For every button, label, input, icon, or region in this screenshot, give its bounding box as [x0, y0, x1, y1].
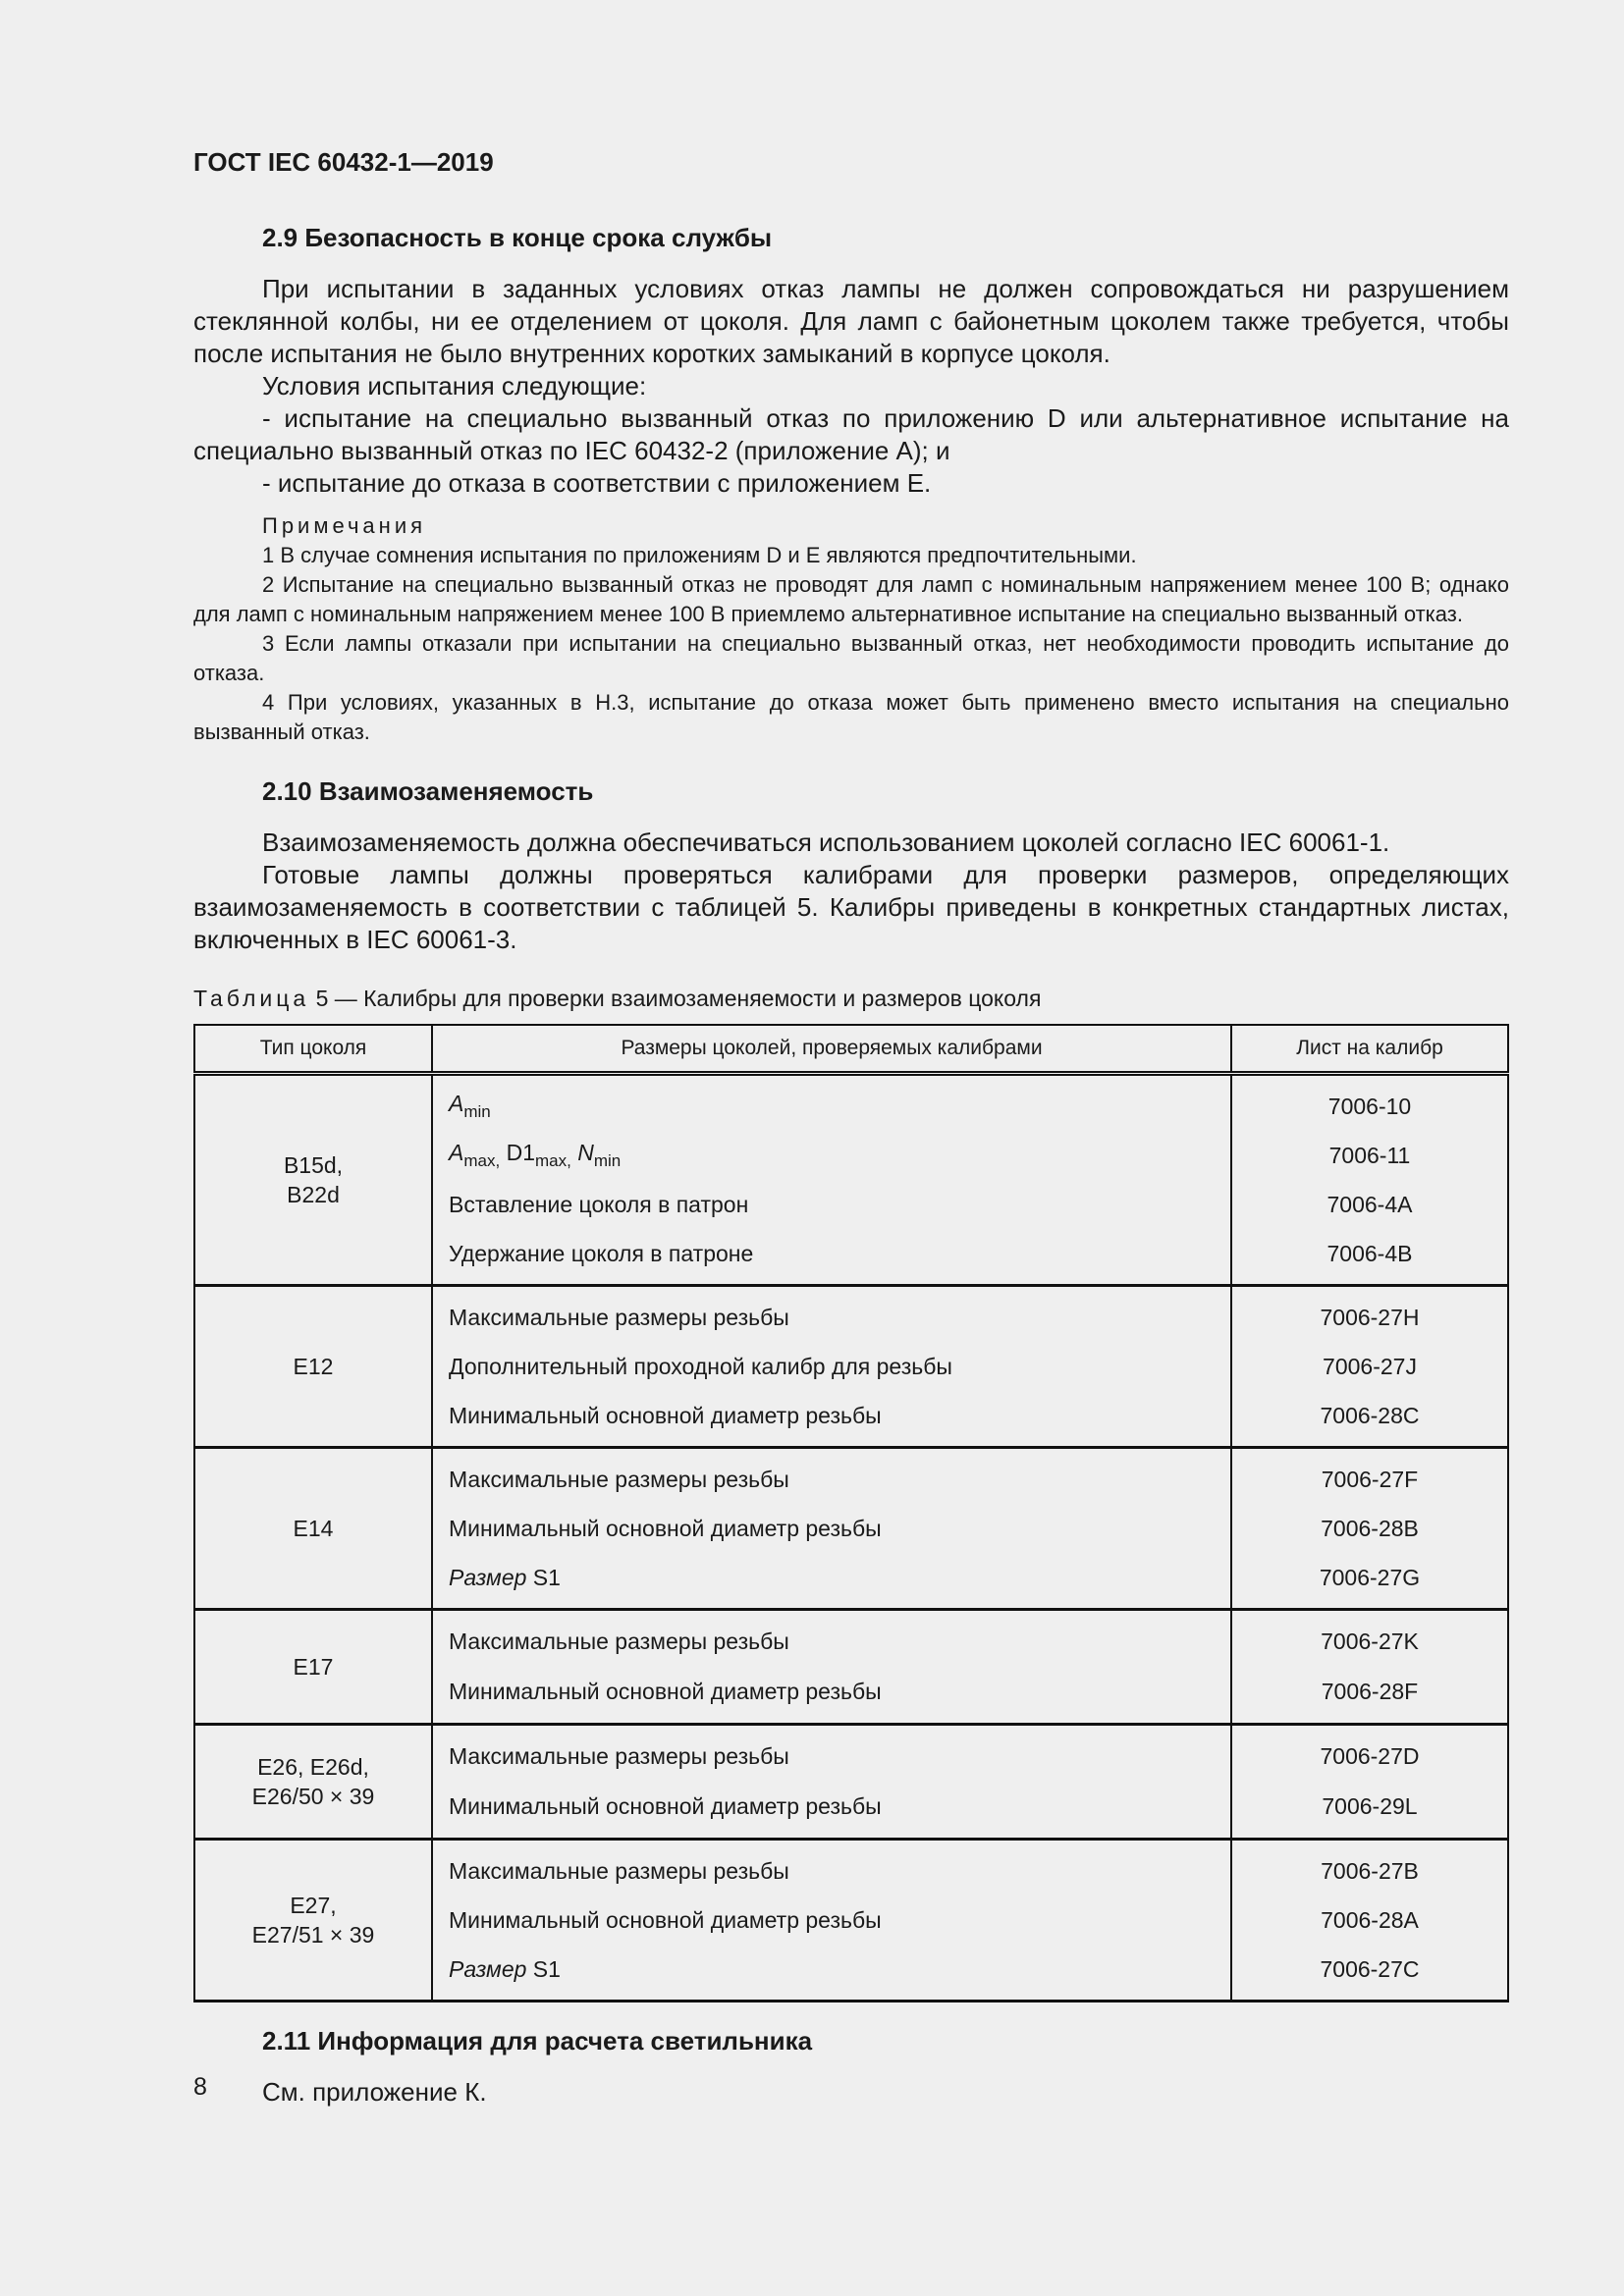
- dimension-line: Максимальные размеры резьбы: [449, 1743, 789, 1769]
- dimension-line: Вставление цоколя в патрон: [449, 1191, 749, 1217]
- base-type-line: B15d,: [283, 1152, 344, 1178]
- table-header-row: [194, 1025, 1508, 1074]
- note-item: 3 Если лампы отказали при испытании на специально вызванный отказ, нет необходимости проводить испытание до отказа.: [193, 631, 1509, 685]
- sheet-value: 7006-27F: [1321, 1466, 1419, 1492]
- base-type-cell: E14: [194, 1448, 432, 1610]
- table-row: [194, 1840, 1508, 2002]
- section-2-9-paragraph: При испытании в заданных условиях отказ лампы не должен сопровождаться ни разрушением стеклянной колбы, ни ее отделением от цоколя. Для ламп с байонетным цоколем также требуется, чтобы после испытания не было внутренних коротких замыканий в корпусе цоколя.: [193, 274, 1509, 368]
- dimension-line: Размер S1: [449, 1955, 561, 1982]
- header-dimensions: Размеры цоколей, проверяемых калибрами: [432, 1025, 1231, 1074]
- sheet-value: 7006-28C: [1320, 1402, 1420, 1428]
- test-condition-item: - испытание на специально вызванный отказ по приложению D или альтернативное испытание на специально вызванный отказ по IEC 60432-2 (приложение А); и: [193, 403, 1509, 465]
- table-caption: [193, 986, 1509, 1012]
- note-item: 1 В случае сомнения испытания по приложениям D и Е являются предпочтительными.: [262, 543, 1137, 567]
- base-type-line: B22d: [287, 1182, 340, 1207]
- dimensions-cell: [432, 1610, 1231, 1725]
- section-2-9-title: 2.9 Безопасность в конце срока службы: [262, 223, 773, 252]
- sheet-value: 7006-27H: [1320, 1304, 1420, 1330]
- sheet-cell: [1231, 1725, 1508, 1840]
- dimension-line: Дополнительный проходной калибр для резьбы: [449, 1353, 952, 1379]
- dimensions-cell: [432, 1725, 1231, 1840]
- header-gauge-sheet: Лист на калибр: [1231, 1025, 1508, 1074]
- dimensions-cell: [432, 1286, 1231, 1448]
- sheet-cell: [1231, 1448, 1508, 1610]
- note-item: 4 При условиях, указанных в Н.3, испытание до отказа может быть применено вместо испытания на специально вызванный отказ.: [193, 690, 1509, 744]
- sheet-cell: [1231, 1610, 1508, 1725]
- section-2-10-paragraph: Готовые лампы должны проверяться калибрами для проверки размеров, определяющих взаимозаменяемость в соответствии с таблицей 5. Калибры приведены в конкретных стандартных листах, включенных в IEC 60061-3.: [193, 860, 1509, 954]
- document-page: [193, 147, 1509, 2109]
- table-row: [194, 1074, 1508, 1286]
- dimensions-cell: [432, 1448, 1231, 1610]
- dimensions-cell: [432, 1074, 1231, 1286]
- document-header: ГОСТ IEC 60432-1—2019: [193, 147, 494, 177]
- dimensions-cell: [432, 1840, 1231, 2002]
- dimension-line: Минимальный основной диаметр резьбы: [449, 1679, 882, 1704]
- page-number: 8: [193, 2073, 207, 2101]
- section-2-11-title: 2.11 Информация для расчета светильника: [262, 2026, 813, 2056]
- base-type-cell: [194, 1840, 432, 2002]
- table-row: [194, 1610, 1508, 1725]
- table-caption-text: 5 — Калибры для проверки взаимозаменяемости и размеров цоколя: [315, 986, 1042, 1011]
- sheet-value: 7006-29L: [1322, 1793, 1418, 1819]
- sheet-value: 7006-27G: [1319, 1564, 1421, 1590]
- sheet-cell: [1231, 1074, 1508, 1286]
- test-conditions-intro: Условия испытания следующие:: [262, 371, 647, 400]
- table-row: [194, 1448, 1508, 1610]
- sheet-value: 7006-28B: [1321, 1515, 1419, 1541]
- dimension-line: Максимальные размеры резьбы: [449, 1466, 789, 1492]
- dimension-line: $A_{max,}$ $D1_{max,}$ $N_{min}$: [449, 1140, 622, 1170]
- base-type-cell: E17: [194, 1610, 432, 1725]
- sheet-value: 7006-27C: [1320, 1955, 1420, 1982]
- note-item: 2 Испытание на специально вызванный отказ не проводят для ламп с номинальным напряжением менее 100 В; однако для ламп с номинальным напряжением менее 100 В приемлемо альтернативное испытание на специально вызванный отказ.: [193, 572, 1509, 626]
- sheet-value: 7006-28F: [1321, 1679, 1419, 1704]
- dimension-line: Размер S1: [449, 1564, 561, 1590]
- dimension-line: Минимальный основной диаметр резьбы: [449, 1906, 882, 1933]
- sheet-value: 7006-11: [1328, 1142, 1411, 1168]
- base-type-cell: E12: [194, 1286, 432, 1448]
- sheet-value: 7006-27J: [1323, 1353, 1417, 1379]
- dimension-line: Минимальный основной диаметр резьбы: [449, 1515, 882, 1541]
- base-type-line: E26, E26d,: [257, 1754, 369, 1780]
- table-5: [193, 1024, 1509, 2002]
- sheet-value: 7006-4B: [1326, 1240, 1413, 1266]
- base-type-line: E26/50 × 39: [251, 1784, 375, 1809]
- notes-block: [193, 511, 1509, 747]
- base-type-line: E27,: [290, 1893, 337, 1918]
- dimension-line: Минимальный основной диаметр резьбы: [449, 1402, 882, 1428]
- table-caption-label: Таблица: [193, 986, 310, 1011]
- sheet-value: 7006-10: [1327, 1093, 1412, 1119]
- test-condition-item: - испытание до отказа в соответствии с приложением Е.: [262, 468, 932, 498]
- dimension-line: Удержание цоколя в патроне: [449, 1240, 754, 1266]
- base-type-line: E27/51 × 39: [251, 1922, 375, 1948]
- sheet-cell: [1231, 1840, 1508, 2002]
- section-2-10-title: 2.10 Взаимозаменяемость: [262, 776, 594, 806]
- dimension-line: Максимальные размеры резьбы: [449, 1629, 789, 1654]
- dimension-line: $A_{min}$: [449, 1091, 491, 1121]
- table-row: [194, 1286, 1508, 1448]
- section-2-11-paragraph: См. приложение К.: [262, 2077, 487, 2107]
- section-2-10-paragraph: Взаимозаменяемость должна обеспечиваться использованием цоколей согласно IEC 60061-1.: [262, 828, 1390, 857]
- sheet-value: 7006-28A: [1321, 1906, 1419, 1933]
- base-type-cell: [194, 1725, 432, 1840]
- base-type-cell: [194, 1074, 432, 1286]
- dimension-line: Максимальные размеры резьбы: [449, 1857, 789, 1884]
- dimension-line: Максимальные размеры резьбы: [449, 1304, 789, 1330]
- sheet-value: 7006-27D: [1320, 1743, 1420, 1769]
- sheet-value: 7006-4A: [1326, 1191, 1413, 1217]
- table-row: [194, 1725, 1508, 1840]
- header-base-type: Тип цоколя: [194, 1025, 432, 1074]
- dimension-line: Минимальный основной диаметр резьбы: [449, 1793, 882, 1819]
- sheet-value: 7006-27K: [1321, 1629, 1419, 1654]
- notes-title: Примечания: [262, 513, 427, 538]
- sheet-value: 7006-27B: [1321, 1857, 1419, 1884]
- sheet-cell: [1231, 1286, 1508, 1448]
